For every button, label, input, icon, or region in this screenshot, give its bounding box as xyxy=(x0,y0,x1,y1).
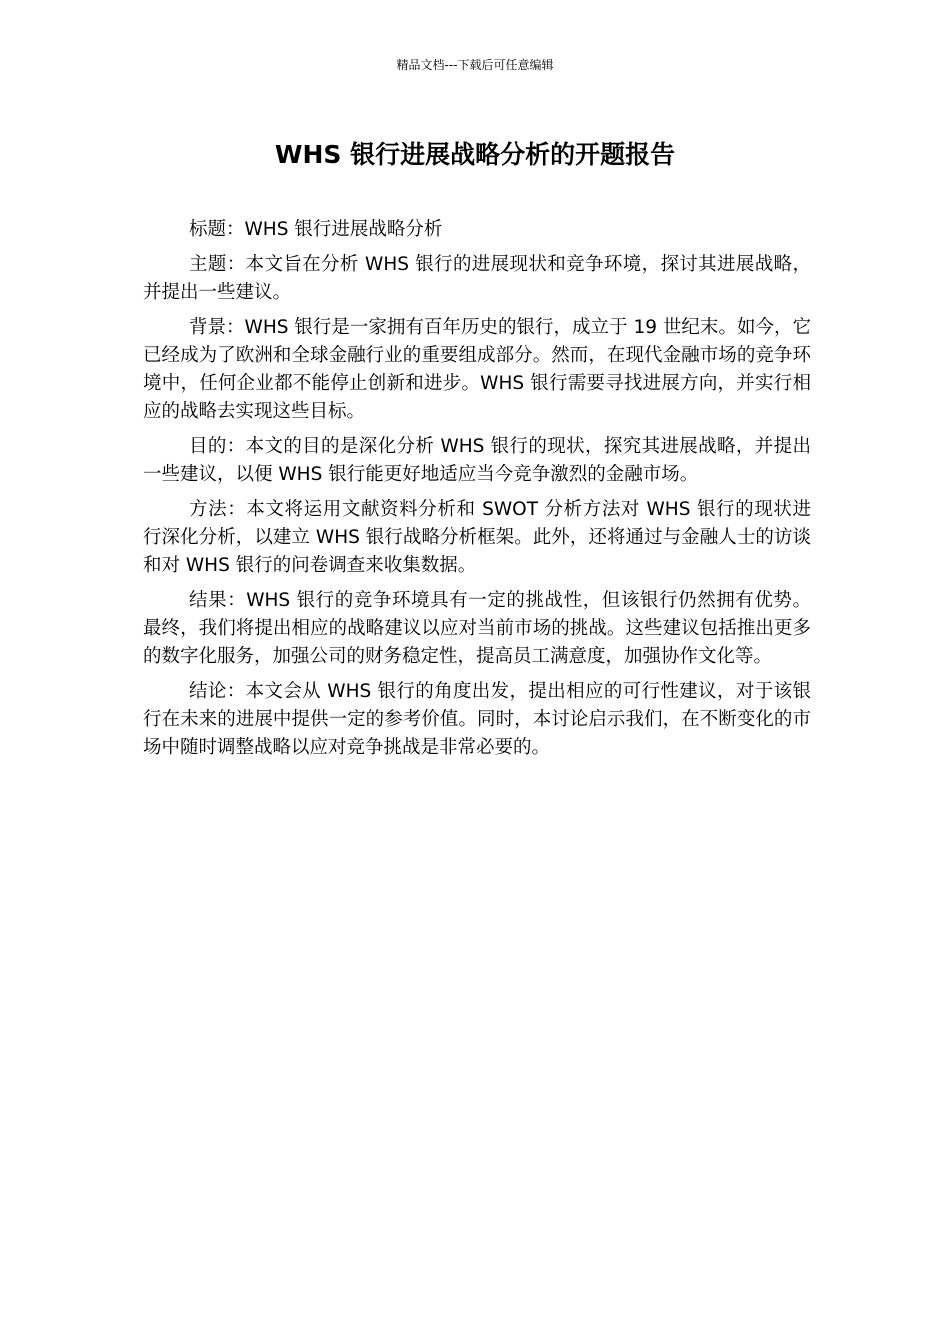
paragraph-topic: 主题：本文旨在分析 WHS 银行的进展现状和竞争环境，探讨其进展战略，并提出一些建议。 xyxy=(143,254,811,303)
paragraph-purpose: 目的：本文的目的是深化分析 WHS 银行的现状，探究其进展战略，并提出一些建议，以便 WHS 银行能更好地适应当今竞争激烈的金融市场。 xyxy=(143,436,811,485)
paragraph-title: 标题：WHS 银行进展战略分析 xyxy=(189,219,443,240)
paragraph-results: 结果：WHS 银行的竞争环境具有一定的挑战性，但该银行仍然拥有优势。最终，我们将提出相应的战略建议以应对当前市场的挑战。这些建议包括推出更多的数字化服务，加强公司的财务稳定性，提高员工满意度，加强协作文化等。 xyxy=(143,590,811,667)
document-title: WHS 银行进展战略分析的开题报告 xyxy=(274,140,676,169)
paragraph-method: 方法：本文将运用文献资料分析和 SWOT 分析方法对 WHS 银行的现状进行深化分析，以建立 WHS 银行战略分析框架。此外，还将通过与金融人士的访谈和对 WHS 银行的问卷调查来收集数据。 xyxy=(143,499,811,576)
paragraph-background: 背景：WHS 银行是一家拥有百年历史的银行，成立于 19 世纪末。如今，它已经成为了欧洲和全球金融行业的重要组成部分。然而，在现代金融市场的竞争环境中，任何企业都不能停止创新和进步。WHS 银行需要寻找进展方向，并实行相应的战略去实现这些目标。 xyxy=(143,317,811,422)
document-body xyxy=(143,216,811,769)
header-note: 精品文档---下载后可任意编辑 xyxy=(396,58,554,72)
paragraph-conclusion: 结论：本文会从 WHS 银行的角度出发，提出相应的可行性建议，对于该银行在未来的进展中提供一定的参考价值。同时，本讨论启示我们，在不断变化的市场中随时调整战略以应对竞争挑战是非常必要的。 xyxy=(143,681,811,758)
